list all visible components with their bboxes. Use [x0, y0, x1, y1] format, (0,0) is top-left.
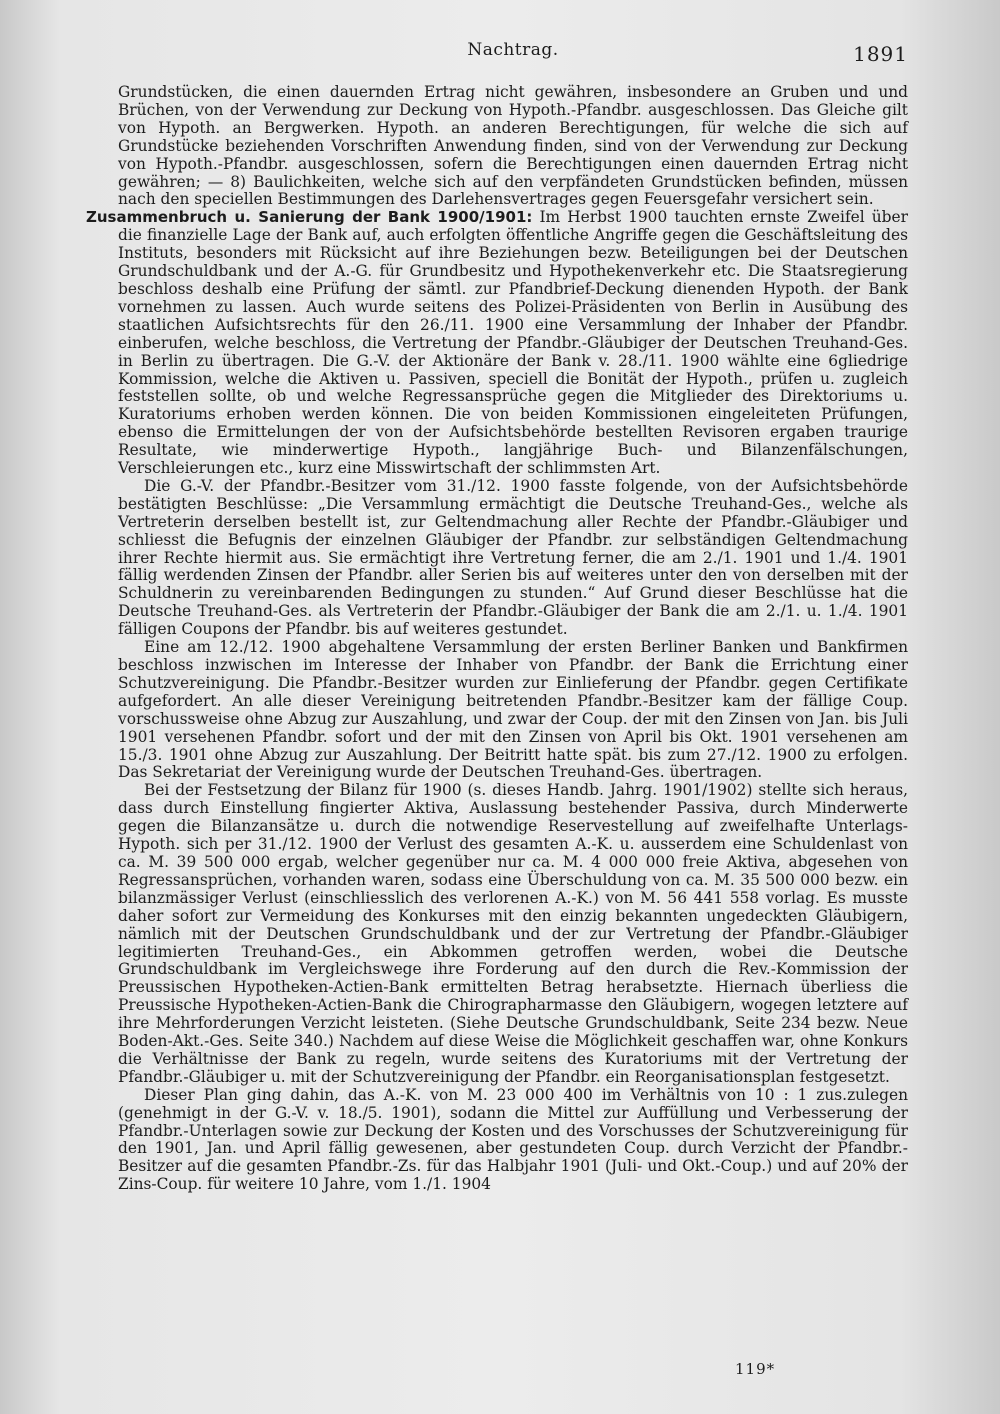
paragraph-continuation: Grundstücken, die einen dauernden Ertrag nicht gewähren, insbesondere an Gruben und und Brüchen, von der Verwendung zur Deckung von Hypoth.-Pfandbr. ausgeschlossen. Das Gleiche gilt von Hypoth. an Bergwerken. Hypoth. an anderen Berechtigungen, für welche die sich auf Grundstücke beziehenden Vorschriften Anwendung finden, sind von der Verwendung zur Deckung von Hypoth.-Pfandbr. ausgeschlossen, sofern die Berechtigungen einen dauernden Ertrag nicht gewähren; — 8) Baulichkeiten, welche sich auf den verpfändeten Grundstücken befinden, müssen nach den speciellen Bestimmungen des Darlehensvertrages gegen Feuersgefahr versichert sein.: [118, 83, 908, 209]
paragraph-section-collapse: [86, 208, 908, 478]
sheet-signature: 119*: [735, 1360, 776, 1378]
page-number: 1891: [853, 42, 908, 66]
running-title: Nachtrag.: [467, 40, 559, 60]
body-text: [86, 83, 908, 1194]
paragraph-balance-1900: Bei der Festsetzung der Bilanz für 1900 (s. dieses Handb. Jahrg. 1901/1902) stellte sich heraus, dass durch Einstellung fingierter Aktiva, Auslassung bestehender Passiva, durch Minderwerte gegen die Bilanzansätze u. durch die notwendige Reservestellung auf zweifelhafte Unterlags-Hypoth. sich per 31./12. 1900 der Verlust des gesamten A.-K. u. ausserdem eine Schuldenlast von ca. M. 39 500 000 ergab, welcher gegenüber nur ca. M. 4 000 000 freie Aktiva, abgesehen von Regressansprüchen, vorhanden waren, sodass eine Überschuldung von ca. M. 35 500 000 bezw. ein bilanzmässiger Verlust (einschliesslich des verlorenen A.-K.) von M. 56 441 558 vorlag. Es musste daher sofort zur Vermeidung des Konkurses mit den einzig bekannten ungedeckten Gläubigern, nämlich mit der Deutschen Grundschuldbank und der zur Vertretung der Pfandbr.-Gläubiger legitimierten Treuhand-Ges., ein Abkommen getroffen werden, wobei die Deutsche Grundschuldbank im Vergleichswege ihre Forderung auf den durch die Rev.-Kommission der Preussischen Hypotheken-Actien-Bank ermittelten Betrag herabsetzte. Hiernach überliess die Preussische Hypotheken-Actien-Bank die Chirographarmasse den Gläubigern, wogegen letztere auf ihre Mehrforderungen Verzicht leisteten. (Siehe Deutsche Grundschuldbank, Seite 234 bezw. Neue Boden-Akt.-Ges. Seite 340.) Nachdem auf diese Weise die Möglichkeit geschaffen war, ohne Konkurs die Verhältnisse der Bank zu regeln, wurde seitens des Kuratoriums mit der Vertretung der Pfandbr.-Gläubiger u. mit der Schutzvereinigung der Pfandbr. ein Reorganisationsplan festgesetzt.: [118, 781, 908, 1086]
section-heading: Zusammenbruch u. Sanierung der Bank 1900/1901:: [86, 208, 533, 227]
section-heading-text: Im Herbst 1900 tauchten ernste Zweifel über die finanzielle Lage der Bank auf, auch erfolgten öffentliche Angriffe gegen die Geschäftsleitung des Instituts, besonders mit Rücksicht auf ihre Beziehungen bezw. Beteiligungen bei der Deutschen Grundschuldbank und der A.-G. für Grundbesitz und Hypothekenverkehr etc. Die Staatsregierung beschloss deshalb eine Prüfung der sämtl. zur Pfandbrief-Deckung dienenden Hypoth. der Bank vornehmen zu lassen. Auch wurde seitens des Polizei-Präsidenten von Berlin in Ausübung des staatlichen Aufsichtsrechts für den 26./11. 1900 eine Versammlung der Inhaber der Pfandbr. einberufen, welche beschloss, die Vertretung der Pfandbr.-Gläubiger der Deutschen Treuhand-Ges. in Berlin zu übertragen. Die G.-V. der Aktionäre der Bank v. 28./11. 1900 wählte eine 6gliedrige Kommission, welche die Aktiven u. Passiven, speciell die Bonität der Hypoth., prüfen u. zugleich feststellen sollte, ob und welche Regressansprüche gegen die Mitglieder des Direktoriums u. Kuratoriums erhoben werden können. Die von beiden Kommissionen eingeleiteten Prüfungen, ebenso die Ermittelungen der von der Aufsichtsbehörde bestellten Revisoren ergaben traurige Resultate, wie minderwertige Hypoth., langjährige Buch- und Bilanzenfälschungen, Verschleierungen etc., kurz eine Misswirtschaft der schlimmsten Art.: [118, 208, 908, 478]
paragraph-general-meeting: Die G.-V. der Pfandbr.-Besitzer vom 31./12. 1900 fasste folgende, von der Aufsichtsbehörde bestätigten Beschlüsse: „Die Versammlung ermächtigt die Deutsche Treuhand-Ges., welche als Vertreterin derselben bestellt ist, zur Geltendmachung aller Rechte der Pfandbr.-Gläubiger und schliesst die Befugnis der einzelnen Gläubiger der Pfandbr. zur selbständigen Geltendmachung ihrer Rechte hiermit aus. Sie ermächtigt ihre Vertretung ferner, die am 2./1. 1901 und 1./4. 1901 fällig werdenden Zinsen der Pfandbr. aller Serien bis auf weiteres unter den von derselben mit der Schuldnerin zu vereinbarenden Bedingungen zu stunden.“ Auf Grund dieser Beschlüsse hat die Deutsche Treuhand-Ges. als Vertreterin der Pfandbr.-Gläubiger der Bank die am 2./1. u. 1./4. 1901 fälligen Coupons der Pfandbr. bis auf weiteres gestundet.: [118, 476, 908, 639]
paragraph-protection-association: Eine am 12./12. 1900 abgehaltene Versammlung der ersten Berliner Banken und Bankfirmen beschloss inzwischen im Interesse der Inhaber von Pfandbr. der Bank die Errichtung einer Schutzvereinigung. Die Pfandbr.-Besitzer wurden zur Einlieferung der Pfandbr. gegen Certifikate aufgefordert. An alle dieser Vereinigung beitretenden Pfandbr.-Besitzer kam der fällige Coup. vorschussweise ohne Abzug zur Auszahlung, und zwar der Coup. der mit den Zinsen von Jan. bis Juli 1901 versehenen Pfandbr. sofort und der mit den Zinsen von April bis Okt. 1901 versehenen am 15./3. 1901 ohne Abzug zur Auszahlung. Der Beitritt hatte spät. bis zum 27./12. 1900 zu erfolgen. Das Sekretariat der Vereinigung wurde der Deutschen Treuhand-Ges. übertragen.: [118, 638, 908, 782]
running-header: [118, 40, 908, 64]
paragraph-reorganisation-plan: Dieser Plan ging dahin, das A.-K. von M. 23 000 400 im Verhältnis von 10 : 1 zus.zulegen (genehmigt in der G.-V. v. 18./5. 1901), sodann die Mittel zur Auffüllung und Verbesserung der Pfandbr.-Unterlagen sowie zur Deckung der Kosten und des Vorschusses der Schutzvereinigung für den 1901, Jan. und April fällig gewesenen, aber gestundeten Coup. durch Verzicht der Pfandbr.-Besitzer auf die gesamten Pfandbr.-Zs. für das Halbjahr 1901 (Juli- und Okt.-Coup.) und auf 20% der Zins-Coup. für weitere 10 Jahre, vom 1./1. 1904: [118, 1085, 908, 1194]
